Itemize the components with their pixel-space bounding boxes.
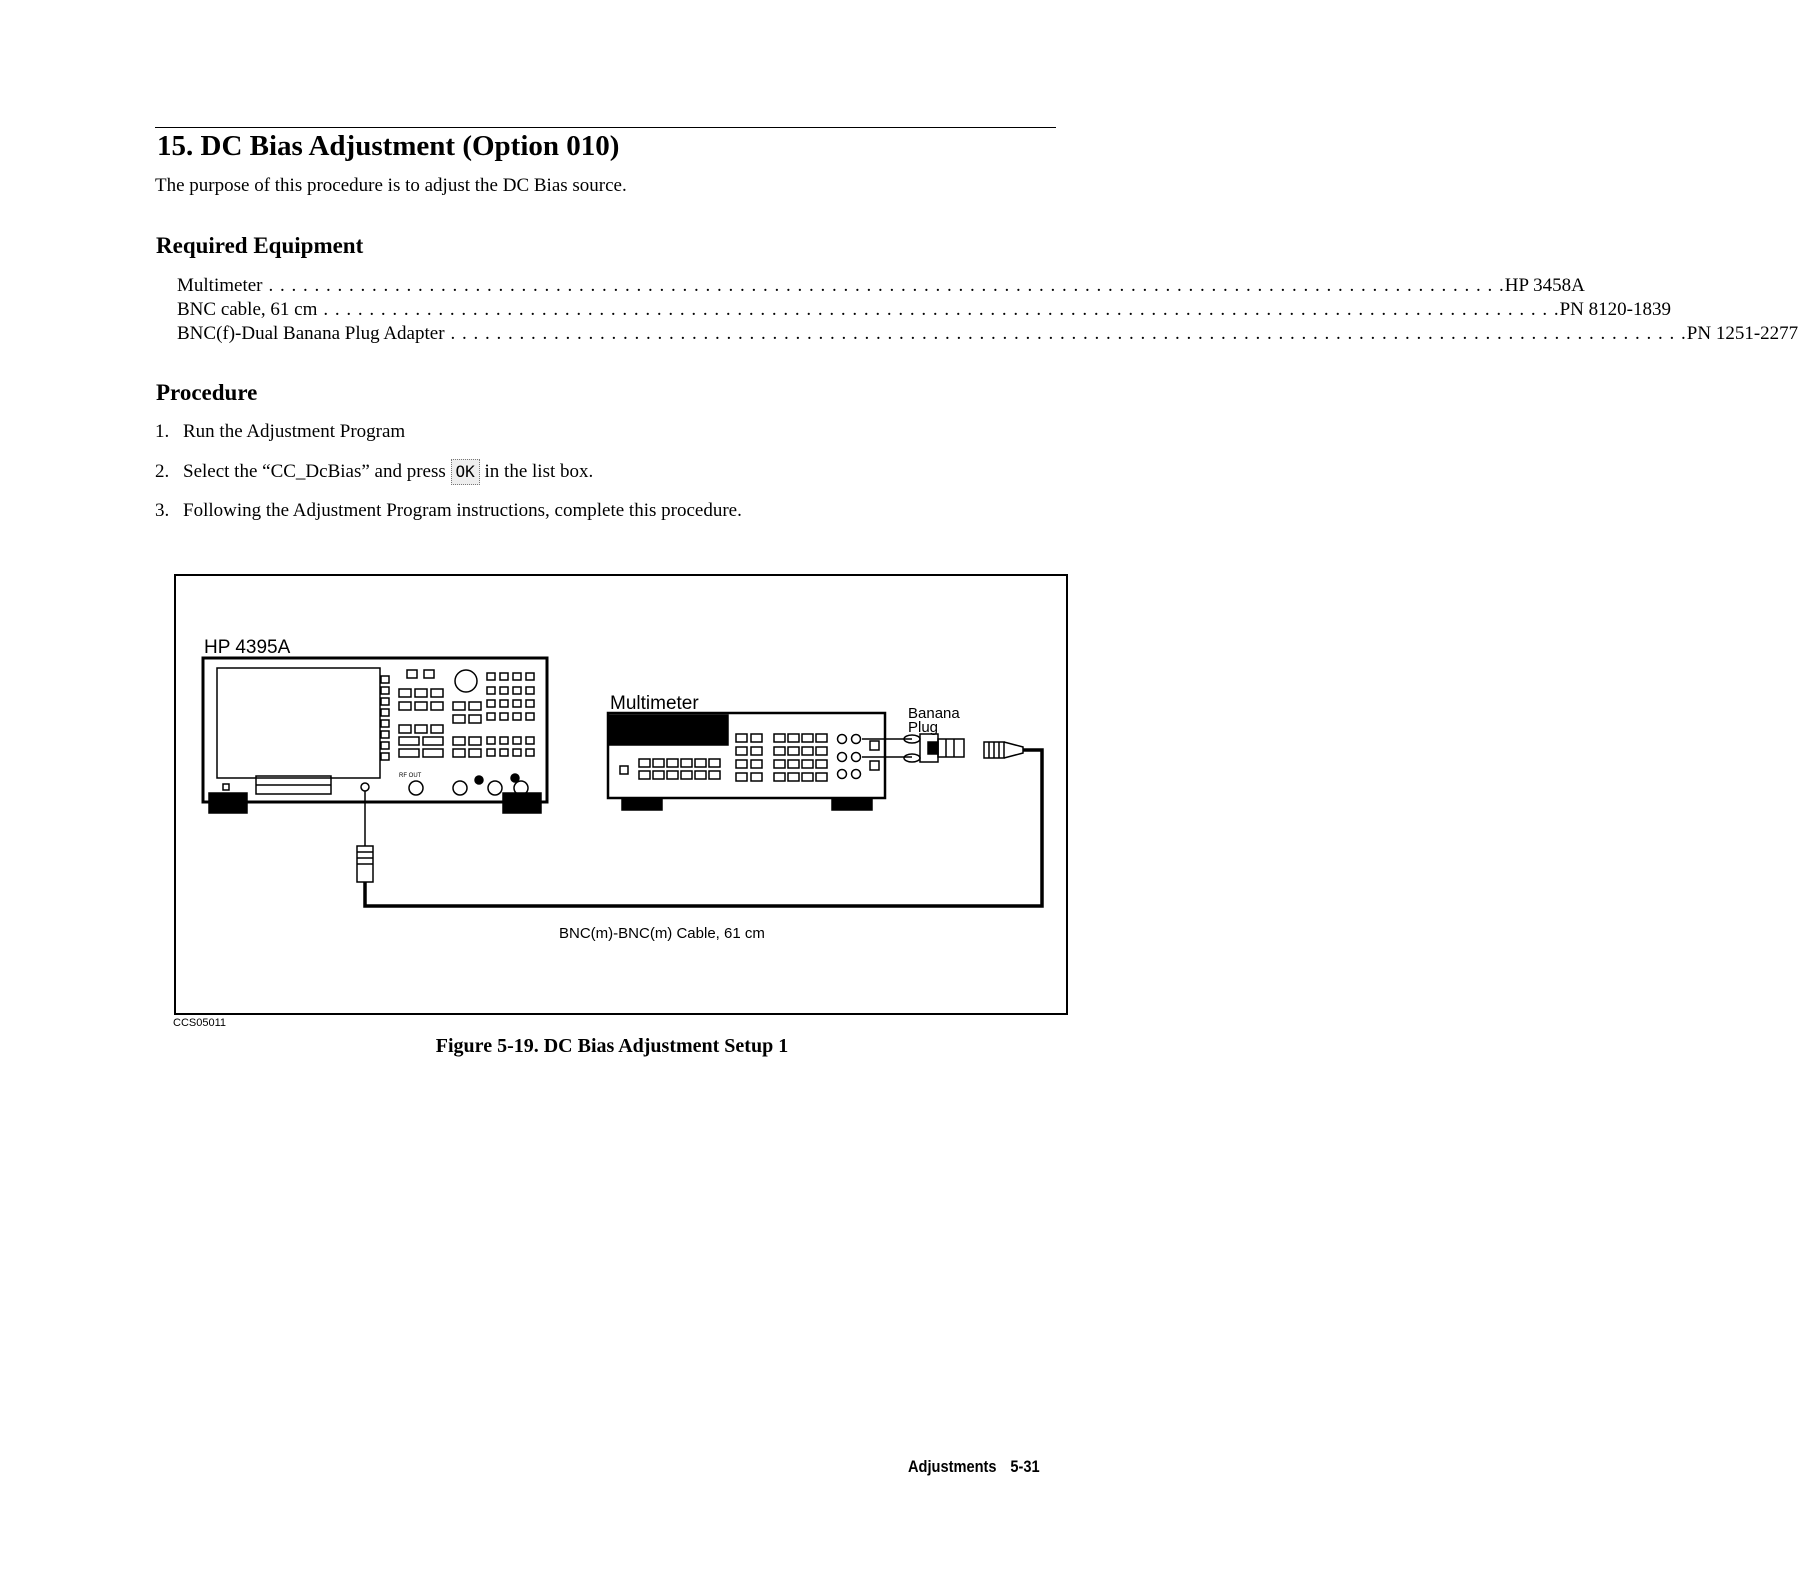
equipment-name: BNC(f)-Dual Banana Plug Adapter [177, 323, 445, 344]
analyzer-drawing [203, 637, 547, 813]
page-number: 5-31 [1010, 1457, 1040, 1476]
equipment-part-number: HP 3458A [1504, 275, 1585, 296]
equipment-row [177, 299, 1671, 323]
step-number: 3. [155, 500, 170, 521]
figure-frame [174, 574, 1068, 1015]
step-number: 1. [155, 421, 170, 442]
equipment-name: Multimeter [177, 275, 263, 296]
footer-section: Adjustments [908, 1457, 997, 1476]
procedure-heading: Procedure [156, 380, 258, 405]
equipment-part-number: PN 8120-1839 [1559, 299, 1671, 320]
step-number: 2. [155, 461, 170, 482]
setup-diagram [176, 576, 1066, 1013]
required-equipment-heading: Required Equipment [156, 233, 364, 258]
equipment-row [177, 323, 1798, 347]
step-text: in the list box. [484, 461, 594, 482]
multimeter-drawing [608, 693, 885, 810]
banana-label-line-1: Banana [908, 705, 960, 722]
page-footer [908, 1457, 1040, 1477]
equipment-row [177, 275, 1585, 299]
leader-dots: . . . . . . . . . . . . . . . . . . . . . . . . . . . . . . . . . . . . . . . . . . . . . . . . . . . . . . . . . . . . . . . . . . . . . . . . . . . . . . . . . . . . . . . . . . . . . . . . . . . . . . . . . . . . [323, 299, 1560, 320]
section-title: 15. DC Bias Adjustment (Option 010) [157, 130, 620, 162]
figure-caption: Figure 5-19. DC Bias Adjustment Setup 1 [435, 1035, 789, 1057]
step-text: Run the Adjustment Program [183, 421, 406, 442]
equipment-name: BNC cable, 61 cm [177, 299, 318, 320]
procedure-step [155, 500, 742, 522]
leader-dots: . . . . . . . . . . . . . . . . . . . . . . . . . . . . . . . . . . . . . . . . . . . . . . . . . . . . . . . . . . . . . . . . . . . . . . . . . . . . . . . . . . . . . . . . . . . . . . . . . . . . . . . . . . . . [450, 323, 1687, 344]
equipment-part-number: PN 1251-2277 [1686, 323, 1798, 344]
multimeter-label: Multimeter [610, 693, 699, 714]
ok-key: OK [451, 459, 480, 485]
cable-label: BNC(m)-BNC(m) Cable, 61 cm [559, 925, 765, 942]
intro-paragraph: The purpose of this procedure is to adjust the DC Bias source. [155, 175, 627, 196]
procedure-step [155, 421, 405, 443]
step-text: Select the “CC_DcBias” and press [183, 461, 446, 482]
procedure-step [155, 459, 593, 485]
banana-label-line-2: Plug [908, 719, 939, 736]
figure-id: CCS05011 [173, 1017, 226, 1029]
step-text: Following the Adjustment Program instructions, complete this procedure. [183, 500, 742, 521]
top-rule [155, 127, 1056, 128]
rf-out-label: RF OUT [399, 773, 422, 779]
analyzer-label: HP 4395A [204, 637, 291, 658]
leader-dots: . . . . . . . . . . . . . . . . . . . . . . . . . . . . . . . . . . . . . . . . . . . . . . . . . . . . . . . . . . . . . . . . . . . . . . . . . . . . . . . . . . . . . . . . . . . . . . . . . . . . . . . . . . . . [268, 275, 1505, 296]
